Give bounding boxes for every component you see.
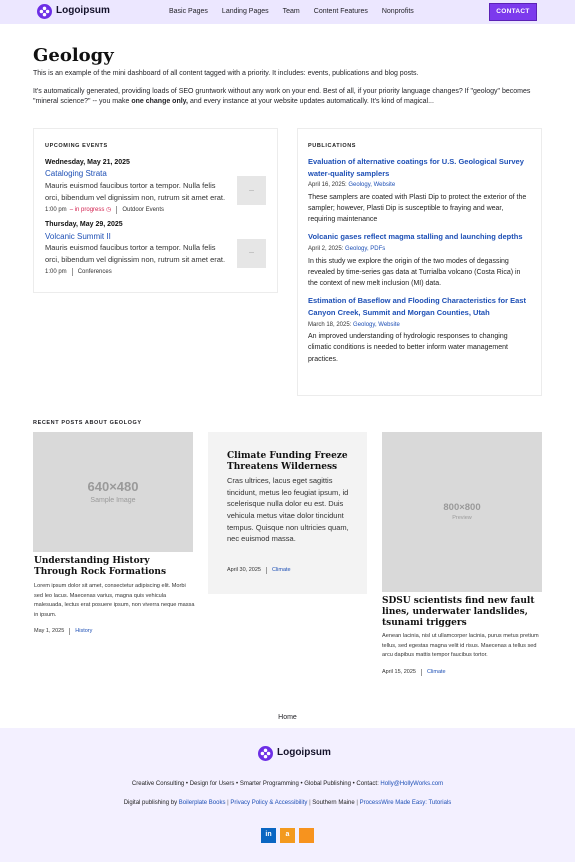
- event-date: Wednesday, May 21, 2025: [45, 158, 130, 166]
- event-status-text: in progress: [74, 206, 105, 213]
- image-size-label: 800×800: [443, 502, 481, 514]
- footer-credits: [0, 799, 575, 808]
- post-meta: [227, 567, 291, 575]
- divider: |: [227, 800, 229, 806]
- intro-paragraph-2: [33, 87, 538, 107]
- recent-posts-heading: RECENT POSTS ABOUT GEOLOGY: [33, 420, 142, 426]
- footer-services-text: Creative Consulting • Design for Users • Smarter Programming • Global Publishing • Contact:: [131, 781, 381, 787]
- footer-location: Southern Maine: [312, 800, 355, 806]
- publications-card: [297, 128, 542, 396]
- post-excerpt: Cras ultrices, lacus eget sagittis tincidunt, metus leo feugiat ipsum, id scelerisque nulla dolor eu est. Duis vehicula metus vitae dolor tincidunt tempus. Quisque non ultricies quam, nec euismod massa.: [227, 476, 349, 544]
- event-item: [45, 168, 266, 214]
- event-thumbnail[interactable]: ▬▬: [237, 239, 266, 268]
- publication-title-link[interactable]: Evaluation of alternative coatings for U.S. Geological Survey water-quality samplers: [308, 156, 524, 178]
- event-time: 1:00 pm: [45, 206, 67, 213]
- event-category: Outdoor Events: [122, 206, 165, 213]
- logo-icon: [37, 4, 52, 19]
- site-logo[interactable]: [37, 4, 110, 19]
- nav-landing-pages[interactable]: Landing Pages: [221, 8, 269, 15]
- event-date: Thursday, May 29, 2025: [45, 221, 123, 229]
- processwire-tutorials-link[interactable]: ProcessWire Made Easy: Tutorials: [359, 800, 452, 806]
- post-title-link[interactable]: SDSU scientists find new fault lines, underwater landslides, tsunami triggers: [382, 596, 535, 628]
- publication-tags[interactable]: Geology, PDFs: [345, 246, 386, 253]
- linkedin-icon[interactable]: [261, 828, 276, 843]
- post-title-link[interactable]: Understanding History Through Rock Formations: [34, 556, 167, 577]
- divider: [421, 669, 422, 676]
- divider: [69, 628, 70, 635]
- nav-basic-pages[interactable]: Basic Pages: [169, 8, 208, 15]
- publication-summary: An improved understanding of hydrologic responses to changing climatic conditions is needed to better inform water management practices.: [308, 333, 508, 363]
- intro-text-c: and every instance at your website updates automatically. It's kind of magical...: [188, 98, 434, 106]
- events-heading: UPCOMING EVENTS: [45, 143, 108, 149]
- publication-summary: In this study we explore the origin of the two modes of degassing revealed by time-series gas data at Turrialba volcano (Costa Rica) in the context of new melt inclusion (MI) data.: [308, 257, 521, 288]
- divider: |: [309, 800, 311, 806]
- post-excerpt: Aenean lacinia, nisl ut ullamcorper lacinia, purus metus pretium tellus, sed egestas magna velit id risus. Maecenas a tellus sed arcu dapibus mattis tempor faucibus tortor.: [382, 633, 539, 658]
- event-meta: [45, 206, 230, 215]
- publication-tags[interactable]: Geology, Website: [348, 182, 396, 189]
- nav-content-features[interactable]: Content Features: [313, 8, 368, 15]
- publications-heading: PUBLICATIONS: [308, 143, 357, 149]
- event-status: – in progress ◷: [69, 206, 112, 213]
- post-date: April 30, 2025: [227, 567, 261, 573]
- publication-meta: April 16, 2025: Geology, Website: [308, 182, 396, 189]
- publication-title-link[interactable]: Estimation of Baseflow and Flooding Characteristics for East Canyon Creek, Summit and Morgan Counties, Utah: [308, 296, 526, 317]
- event-category: Conferences: [77, 269, 112, 276]
- post-date: May 1, 2025: [34, 628, 65, 634]
- contact-button[interactable]: CONTACT: [489, 3, 537, 21]
- publication-meta: April 2, 2025: Geology, PDFs: [308, 246, 386, 253]
- clock-icon: ◷: [106, 206, 112, 213]
- footer-credits-text: Digital publishing by: [123, 800, 179, 806]
- footer-logo[interactable]: [258, 746, 331, 761]
- image-caption: Sample Image: [90, 497, 136, 505]
- footer-services: [0, 780, 575, 789]
- divider: [72, 268, 73, 276]
- publication-date: April 2, 2025: [308, 246, 342, 253]
- post-date: April 15, 2025: [382, 669, 416, 675]
- post-tag[interactable]: Climate: [271, 567, 291, 573]
- post-image-placeholder[interactable]: [33, 432, 193, 552]
- post-excerpt: Lorem ipsum dolor sit amet, consectetur adipiscing elit. Morbi sed leo lacus. Maecenas varius, magna quis vehicula malesuada, lectus erat posuere ipsum, non viverra neque massa in ipsum.: [34, 583, 195, 618]
- privacy-policy-link[interactable]: Privacy Policy & Accessibility: [230, 800, 308, 806]
- divider: [116, 206, 117, 214]
- event-meta: [45, 268, 230, 277]
- intro-paragraph-1: This is an example of the mini dashboard of all content tagged with a priority. It includes: events, publications and blog posts.: [33, 70, 419, 77]
- footer-logo-text: Logoipsum: [277, 747, 331, 759]
- intro-emphasis: one change only,: [131, 98, 188, 106]
- event-description: Mauris euismod faucibus tortor a tempor. Nulla felis orci, bibendum vel dignissim non, rutrum sit amet erat.: [45, 180, 226, 202]
- event-title-link[interactable]: Cataloging Strata: [45, 169, 107, 179]
- linkedin-glyph: in: [265, 831, 272, 839]
- post-tag[interactable]: History: [75, 628, 93, 634]
- event-time: 1:00 pm: [45, 269, 67, 276]
- site-header: [0, 0, 575, 24]
- publication-date: April 16, 2025: [308, 182, 346, 189]
- intro-text-a: It's automatically generated, providing loads of SEO gruntwork without any work on your end. Best of all, if your priority language changes? If "geology" becomes "mineral science?" -- you make: [33, 88, 531, 106]
- divider: [266, 567, 267, 574]
- main-nav: [169, 7, 428, 17]
- publication-tags[interactable]: Geology, Website: [353, 321, 400, 328]
- event-item: [45, 231, 266, 277]
- event-description: Mauris euismod faucibus tortor a tempor. Nulla felis orci, bibendum vel dignissim non, rutrum sit amet erat.: [45, 243, 226, 265]
- post-tag[interactable]: Climate: [426, 669, 446, 675]
- publication-meta: March 18, 2025: Geology, Website: [308, 321, 400, 328]
- audible-icon[interactable]: [299, 828, 314, 843]
- publication-title-link[interactable]: Volcanic gases reflect magma stalling and launching depths: [308, 232, 523, 242]
- divider: |: [356, 800, 358, 806]
- footer-email-link[interactable]: Holly@HollyWorks.com: [380, 781, 444, 787]
- post-meta: [382, 669, 446, 677]
- publication-date: March 18, 2025: [308, 321, 350, 328]
- post-meta: [34, 628, 92, 636]
- site-footer: [0, 728, 575, 862]
- amazon-glyph: a: [285, 831, 290, 839]
- event-title-link[interactable]: Volcanic Summit II: [45, 231, 111, 241]
- logo-text: Logoipsum: [56, 5, 110, 17]
- event-thumbnail[interactable]: ▬▬: [237, 176, 266, 205]
- upcoming-events-card: [33, 128, 278, 293]
- image-size-label: 640×480: [87, 478, 139, 494]
- post-title-link[interactable]: Climate Funding Freeze Threatens Wilderness: [227, 451, 348, 472]
- post-image-placeholder[interactable]: [382, 432, 542, 592]
- page-title: Geology: [33, 45, 114, 66]
- nav-nonprofits[interactable]: Nonprofits: [381, 8, 414, 15]
- nav-team[interactable]: Team: [282, 8, 300, 15]
- logo-icon: [258, 746, 273, 761]
- home-link[interactable]: Home: [278, 714, 297, 721]
- amazon-icon[interactable]: [280, 828, 295, 843]
- publication-summary: These samplers are coated with Plasti Dip to protect the exterior of the sampler; however, Plasti Dip is susceptible to fraying and wear, requiring maintenance: [308, 193, 527, 224]
- boilerplate-books-link[interactable]: Boilerplate Books: [178, 800, 226, 806]
- image-caption: Preview: [452, 514, 472, 521]
